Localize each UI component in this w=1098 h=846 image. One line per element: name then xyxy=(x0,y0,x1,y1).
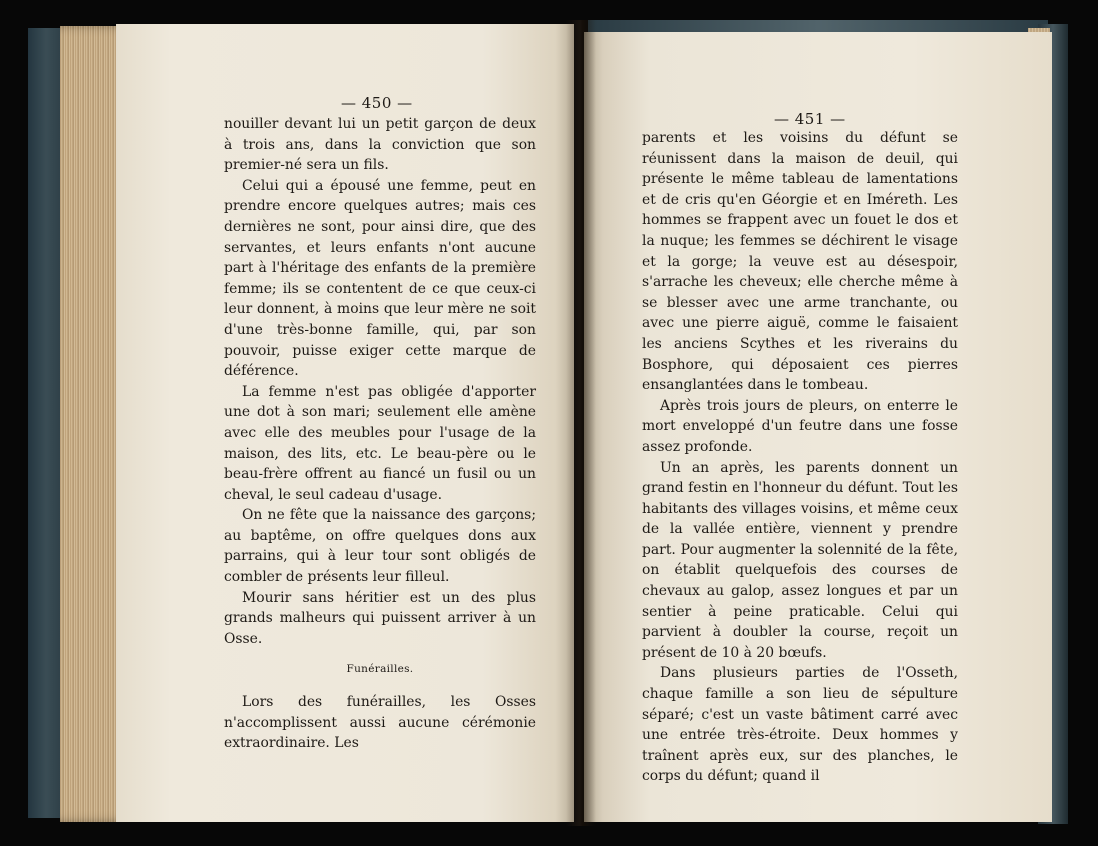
top-cover-edge xyxy=(588,20,1048,32)
right-paragraph-1: parents et les voisins du défunt se réunissent dans la maison de deuil, qui présente le même tableau de lamentations et de cris qu'en Géorgie et en Iméreth. Les hommes se frappent avec un fouet le dos et la nuque; les femmes se déchirent le visage et la gorge; la veuve est au désespoir, s'arrache les cheveux; elle cherche même à se blesser avec une arme tranchante, ou avec une pierre aiguë, comme le faisaient les anciens Scythes et les riverains du Bosphore, qui déposaient ces pierres ensanglantées dans le tombeau. xyxy=(642,130,958,394)
open-book xyxy=(28,20,1068,826)
right-paragraph-4: Dans plusieurs parties de l'Osseth, chaque famille a son lieu de sépulture séparé; c'est un vaste bâtiment carré avec une entrée très-étroite. Deux hommes y traînent après eux, sur des planches, le corps du défunt; quand il xyxy=(642,665,958,785)
left-paragraph-1: nouiller devant lui un petit garçon de deux à trois ans, dans la conviction que son premier-né sera un fils. xyxy=(224,116,536,174)
book-gutter xyxy=(566,20,596,826)
right-page-text xyxy=(642,128,958,787)
left-paragraph-2: Celui qui a épousé une femme, peut en prendre encore quelques autres; mais ces dernières ne sont, pour ainsi dire, que des servantes, et leurs enfants n'ont aucune part à l'héritage des enfants de la première femme; ils se contentent de ce que ceux-ci leur donnent, à moins que leur mère ne soit d'une très-bonne famille, qui, par son pouvoir, puisse exiger cette marque de déférence. xyxy=(224,177,536,380)
left-paragraph-3: La femme n'est pas obligée d'apporter une dot à son mari; seulement elle amène avec elle des meubles pour l'usage de la maison, des lits, etc. Le beau-père ou le beau-frère offrent au fiancé un fusil ou un cheval, le seul cadeau d'usage. xyxy=(224,383,536,503)
right-page xyxy=(584,32,1052,822)
left-paragraph-6: Lors des funérailles, les Osses n'accomplissent aussi aucune cérémonie extraordinaire. Les xyxy=(224,694,536,752)
right-page-number: — 451 — xyxy=(774,110,846,128)
left-page xyxy=(116,24,574,822)
left-paragraph-4: On ne fête que la naissance des garçons; au baptême, on offre quelques dons aux parrains, qui à leur tour sont obligés de combler de présents leur filleul. xyxy=(224,507,536,586)
right-paragraph-2: Après trois jours de pleurs, on enterre le mort enveloppé d'un feutre dans une fosse assez profonde. xyxy=(642,397,958,455)
left-paragraph-5: Mourir sans héritier est un des plus grands malheurs qui puissent arriver à un Osse. xyxy=(224,589,536,647)
left-page-number: — 450 — xyxy=(341,94,413,112)
section-heading: Funérailles. xyxy=(346,663,414,676)
left-page-text xyxy=(224,114,536,754)
right-paragraph-3: Un an après, les parents donnent un grand festin en l'honneur du défunt. Tout les habitants des villages voisins, et même ceux de la vallée entière, viennent y prendre part. Pour augmenter la solennité de la fête, on établit quelquefois des courses de chevaux au galop, assez longues et par un sentier à peine praticable. Celui qui parvient à doubler la course, reçoit un présent de 10 à 20 bœufs. xyxy=(642,459,958,661)
